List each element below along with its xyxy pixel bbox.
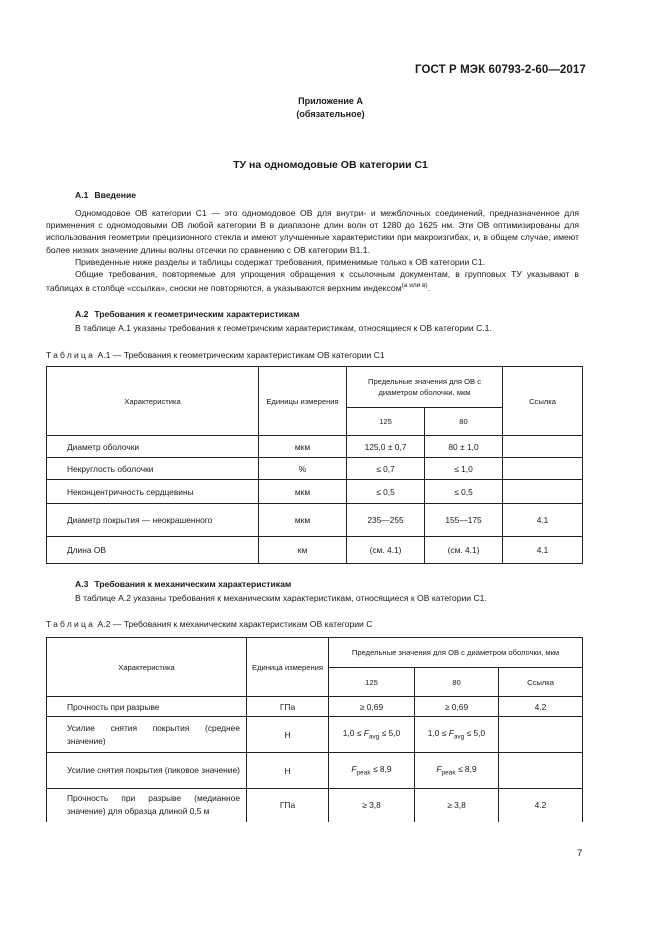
table-row — [47, 436, 583, 458]
paragraph-end: . — [427, 283, 431, 294]
cell-value-80: (см. 4.1) — [425, 537, 503, 564]
section-title: Требования к геометрическим характеристикам — [94, 309, 300, 319]
paragraph-text: Общие требования, повторяемые для упрощения обращения к ссылочным документам, в групповых ТУ указывают в таблицах в столбце «ссылка», сноски не повторяются, а указываются верхним индексом — [46, 269, 579, 294]
value-suffix: ≤ 8,9 — [455, 764, 477, 775]
table-row — [47, 789, 583, 822]
annex-title: Приложение А — [298, 96, 363, 106]
cell-reference: 4.1 — [503, 537, 583, 564]
symbol-subscript: avg — [368, 733, 380, 741]
cell-value-125 — [329, 717, 415, 753]
cell-value-125: 235—255 — [347, 504, 425, 537]
caption-text: А.1 — Требования к геометрическим характеристикам ОВ категории С1 — [95, 350, 385, 360]
table-a2-caption — [46, 619, 372, 629]
caption-label: Таблица — [46, 619, 96, 629]
caption-text: А.2 — Требования к механическим характеристикам ОВ категории С — [95, 619, 373, 629]
header-reference: Ссылка — [503, 367, 583, 436]
annex-status: (обязательное) — [296, 109, 365, 119]
cell-reference: 4.2 — [499, 789, 583, 822]
header-diameter-125: 125 — [329, 668, 415, 697]
cell-value-125: (см. 4.1) — [347, 537, 425, 564]
table-row — [47, 537, 583, 564]
cell-unit: % — [259, 458, 347, 480]
cell-unit: км — [259, 537, 347, 564]
cell-unit: мкм — [259, 480, 347, 504]
cell-value-80 — [415, 717, 499, 753]
header-diameter-80: 80 — [425, 408, 503, 436]
section-a1-body — [46, 207, 579, 294]
cell-characteristic: Усилие снятия покрытия (пиковое значение) — [47, 753, 247, 789]
cell-unit: мкм — [259, 504, 347, 537]
table-row — [47, 480, 583, 504]
paragraph: Одномодовое ОВ категории С1 — это одномодовое ОВ для внутри- и межблочных соединений, предназначенное для применения с одномодовыми ОВ любой категории В в диапазоне длин волн от 1280 до 1625 нм. Эти ОВ оптимизированы для использования геометрии прецизионного стекла и имеют улучшенные характеристики при макроизгибах, и, в общем случае, имеют более низких значение длины волны отсечки по сравнению с ОВ категории В1.1. — [46, 208, 579, 255]
symbol-subscript: peak — [356, 769, 371, 777]
cell-value-80: ≥ 0,69 — [415, 697, 499, 717]
cell-characteristic: Диаметр оболочки — [47, 436, 259, 458]
cell-reference: 4.2 — [499, 697, 583, 717]
cell-value-125: ≤ 0,7 — [347, 458, 425, 480]
cell-value-125: 125,0 ± 0,7 — [347, 436, 425, 458]
header-characteristic: Характеристика — [47, 638, 247, 697]
cell-value-125: ≤ 0,5 — [347, 480, 425, 504]
paragraph: Приведенные ниже разделы и таблицы содержат требования, применимые только к ОВ категории С1. — [75, 256, 486, 267]
cell-reference — [503, 480, 583, 504]
header-units: Единица измерения — [247, 638, 329, 697]
table-row — [47, 458, 583, 480]
table-a2 — [46, 637, 583, 822]
paragraph — [46, 268, 579, 294]
cell-reference — [499, 753, 583, 789]
section-title: Требования к механическим характеристикам — [94, 579, 292, 589]
cell-value-80: ≥ 3,8 — [415, 789, 499, 822]
value-prefix: 1,0 ≤ — [342, 728, 364, 739]
symbol-f: F — [351, 764, 357, 775]
standard-designation: ГОСТ Р МЭК 60793-2-60—2017 — [415, 64, 586, 76]
cell-value-125: ≥ 3,8 — [329, 789, 415, 822]
table-row — [47, 717, 583, 753]
section-a3-body — [46, 592, 579, 604]
table-a1-caption — [46, 350, 385, 360]
symbol-subscript: avg — [453, 733, 465, 741]
page-number: 7 — [577, 848, 583, 859]
section-number: А.3 — [75, 579, 89, 589]
value-suffix: ≤ 8,9 — [370, 764, 392, 775]
section-a2-heading — [75, 309, 299, 319]
section-number: А.2 — [75, 309, 89, 319]
cell-reference — [499, 717, 583, 753]
header-units: Единицы измерения — [259, 367, 347, 436]
cell-unit: ГПа — [247, 697, 329, 717]
cell-characteristic: Некруглость оболочки — [47, 458, 259, 480]
paragraph: В таблице А.2 указаны требования к механическим характеристикам, относящиеся к ОВ категории С1. — [75, 593, 487, 603]
header-reference: Ссылка — [499, 668, 583, 697]
cell-unit: ГПа — [247, 789, 329, 822]
cell-unit: Н — [247, 717, 329, 753]
table-row — [47, 753, 583, 789]
section-a2-body — [46, 322, 579, 334]
header-diameter-125: 125 — [347, 408, 425, 436]
cell-value-80: 80 ± 1,0 — [425, 436, 503, 458]
value-suffix: ≤ 5,0 — [379, 728, 401, 739]
value-prefix: 1,0 ≤ — [427, 728, 449, 739]
footnote-index: (а или в) — [401, 282, 428, 290]
cell-value-125: ≥ 0,69 — [329, 697, 415, 717]
header-diameter-80: 80 — [415, 668, 499, 697]
cell-value-80: ≤ 0,5 — [425, 480, 503, 504]
caption-label: Таблица — [46, 350, 96, 360]
cell-characteristic: Прочность при разрыве (медианное значение) для образца длиной 0,5 м — [47, 789, 247, 822]
cell-unit: мкм — [259, 436, 347, 458]
table-a1 — [46, 366, 583, 564]
symbol-subscript: peak — [441, 769, 456, 777]
section-a3-heading — [75, 579, 291, 589]
cell-characteristic: Длина ОВ — [47, 537, 259, 564]
header-limits: Предельные значения для ОВ с диаметром оболочки, мкм — [347, 367, 503, 408]
table-row — [47, 504, 583, 537]
table-row — [47, 697, 583, 717]
symbol-f: F — [363, 728, 369, 739]
cell-unit: Н — [247, 753, 329, 789]
cell-value-80: 155—175 — [425, 504, 503, 537]
symbol-f: F — [448, 728, 454, 739]
cell-value-80: ≤ 1,0 — [425, 458, 503, 480]
annex-heading — [0, 95, 661, 121]
header-limits: Предельные значения для ОВ с диаметром оболочки, мкм — [329, 638, 583, 668]
cell-reference — [503, 458, 583, 480]
cell-characteristic: Прочность при разрыве — [47, 697, 247, 717]
cell-reference: 4.1 — [503, 504, 583, 537]
cell-value-80 — [415, 753, 499, 789]
cell-characteristic: Диаметр покрытия — неокрашенного — [47, 504, 259, 537]
cell-value-125 — [329, 753, 415, 789]
table-header-row — [47, 638, 583, 668]
cell-characteristic: Неконцентричность сердцевины — [47, 480, 259, 504]
symbol-f: F — [436, 764, 442, 775]
paragraph: В таблице А.1 указаны требования к геометричским характеристикам, относящиеся к ОВ категории С.1. — [75, 323, 492, 333]
section-a1-heading — [75, 190, 136, 200]
header-characteristic: Характеристика — [47, 367, 259, 436]
cell-reference — [503, 436, 583, 458]
table-header-row — [47, 367, 583, 408]
value-suffix: ≤ 5,0 — [464, 728, 486, 739]
document-title: ТУ на одномодовые ОВ категории С1 — [233, 159, 428, 171]
cell-characteristic: Усилие снятия покрытия (среднее значение) — [47, 717, 247, 753]
section-title: Введение — [94, 190, 137, 200]
section-number: А.1 — [75, 190, 89, 200]
